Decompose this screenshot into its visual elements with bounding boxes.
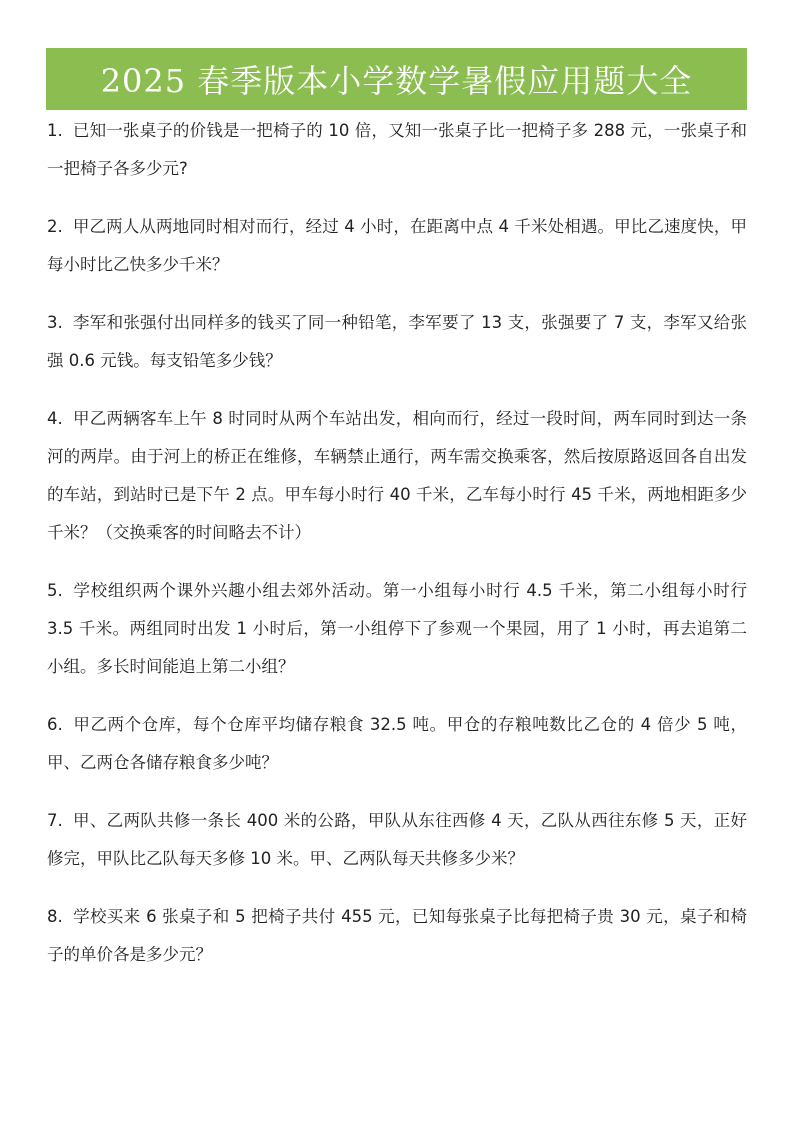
problem-text: 已知一张桌子的价钱是一把椅子的 10 倍，又知一张桌子比一把椅子多 288 元，一张桌子和一把椅子各多少元?	[47, 121, 747, 178]
problem-number: 4.	[47, 409, 63, 428]
problem-text: 甲乙两个仓库，每个仓库平均储存粮食 32.5 吨。甲仓的存粮吨数比乙仓的 4 倍少 5 吨，甲、乙两仓各储存粮食多少吨？	[47, 715, 747, 772]
problem-item	[47, 572, 747, 686]
problem-text: 甲、乙两队共修一条长 400 米的公路，甲队从东往西修 4 天，乙队从西往东修 5 天，正好修完，甲队比乙队每天多修 10 米。甲、乙两队每天共修多少米？	[47, 811, 747, 868]
problem-text: 学校买来 6 张桌子和 5 把椅子共付 455 元，已知每张桌子比每把椅子贵 30 元，桌子和椅子的单价各是多少元？	[47, 907, 747, 964]
problem-item	[47, 400, 747, 552]
problem-item	[47, 208, 747, 284]
problem-item	[47, 802, 747, 878]
problem-number: 2.	[47, 217, 63, 236]
problem-number: 8.	[47, 907, 63, 926]
problem-list	[47, 112, 747, 994]
problem-number: 1.	[47, 121, 63, 140]
problem-item	[47, 304, 747, 380]
problem-number: 7.	[47, 811, 63, 830]
problem-item	[47, 898, 747, 974]
problem-number: 5.	[47, 581, 63, 600]
problem-item	[47, 706, 747, 782]
problem-text: 学校组织两个课外兴趣小组去郊外活动。第一小组每小时行 4.5 千米，第二小组每小时行 3.5 千米。两组同时出发 1 小时后，第一小组停下了参观一个果园，用了 1 小时，再去追第二小组。多长时间能追上第二小组？	[47, 581, 747, 676]
problem-number: 6.	[47, 715, 63, 734]
problem-item	[47, 112, 747, 188]
problem-number: 3.	[47, 313, 63, 332]
page-title: 2025 春季版本小学数学暑假应用题大全	[100, 62, 693, 100]
problem-text: 甲乙两人从两地同时相对而行，经过 4 小时，在距离中点 4 千米处相遇。甲比乙速度快，甲每小时比乙快多少千米？	[47, 217, 747, 274]
problem-text: 甲乙两辆客车上午 8 时同时从两个车站出发，相向而行，经过一段时间，两车同时到达一条河的两岸。由于河上的桥正在维修，车辆禁止通行，两车需交换乘客，然后按原路返回各自出发的车站，到站时已是下午 2 点。甲车每小时行 40 千米，乙车每小时行 45 千米，两地相距多少千米？（交换乘客的时间略去不计）	[47, 409, 747, 542]
problem-text: 李军和张强付出同样多的钱买了同一种铅笔，李军要了 13 支，张强要了 7 支，李军又给张强 0.6 元钱。每支铅笔多少钱？	[47, 313, 747, 370]
title-banner	[46, 48, 747, 110]
